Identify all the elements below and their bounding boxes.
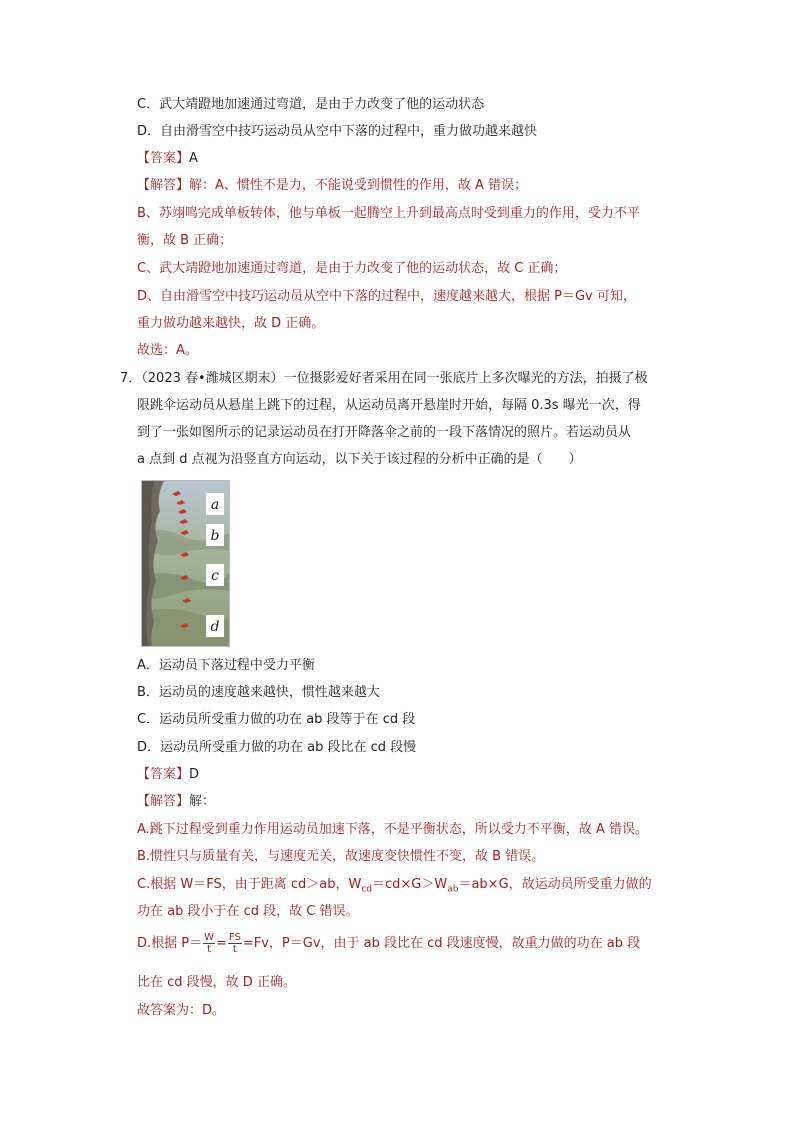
- answer-value: A: [189, 151, 198, 166]
- answer-tag: 【答案】: [137, 767, 190, 782]
- prev-answer-line: [137, 150, 677, 168]
- prev-analysis-b1: B、苏翊鸣完成单板转体，他与单板一起腾空上升到最高点时受到重力的作用，受力不平: [137, 206, 640, 221]
- q7-stem-line3: 到了一张如图所示的记录运动员在打开降落伞之前的一段下落情况的照片。若运动员从: [137, 425, 632, 440]
- q7-option-a: A．运动员下落过程中受力平衡: [137, 658, 315, 673]
- prev-analysis-c: C、武大靖蹬地加速通过弯道，是由于力改变了他的运动状态，故 C 正确；: [137, 261, 567, 276]
- q7-analysis-d2: 比在 cd 段慢，故 D 正确。: [137, 975, 296, 990]
- prev-analysis-line: [137, 177, 677, 195]
- q7-analysis-d1: D.根据 P＝ $\frac{W}{t}$ = $\frac{FS}{t}$ =Fv，P＝Gv，由于 ab 段比在 cd 段速度慢，故重力做的功在 ab 段: [137, 932, 641, 955]
- prev-analysis-d2: 重力做功越来越快，故 D 正确。: [137, 316, 325, 331]
- q7-analysis-b: B.惯性只与质量有关，与速度无关，故速度变快惯性不变，故 B 错误。: [137, 849, 545, 864]
- skydiver-photo-svg: [142, 481, 229, 646]
- prev-analysis-b2: 衡，故 B 正确；: [137, 233, 233, 248]
- fraction-fs-over-t: $\frac{FS}{t}$: [228, 932, 241, 955]
- q7-stem-line1: 7．（2023 春•潍城区期末）一位摄影爱好者采用在同一张底片上多次曝光的方法，拍摄了极: [120, 371, 648, 386]
- q7-answer-line: [137, 766, 677, 784]
- prev-option-c: C．武大靖蹬地加速通过弯道，是由于力改变了他的运动状态: [137, 97, 485, 112]
- label-d: d: [210, 619, 220, 635]
- q7-final-answer: 故答案为：D。: [137, 1003, 226, 1018]
- analysis-tag: 【解答】: [137, 794, 190, 809]
- answer-tag: 【答案】: [137, 151, 190, 166]
- q7-option-c: C．运动员所受重力做的功在 ab 段等于在 cd 段: [137, 712, 416, 727]
- q7-option-d: D．运动员所受重力做的功在 ab 段比在 cd 段慢: [137, 740, 417, 755]
- label-a: a: [210, 497, 220, 513]
- analysis-tag: 【解答】: [137, 178, 190, 193]
- q7-analysis-c1: C.根据 W＝FS，由于距离 cd＞ab，$W_{cd}=cd\times G>W_{ab}=ab\times G$，故运动员所受重力做的: [137, 877, 652, 895]
- fraction-w-over-t: $\frac{W}{t}$: [204, 932, 215, 955]
- point-labels: [206, 493, 224, 637]
- prev-option-d: D．自由滑雪空中技巧运动员从空中下落的过程中，重力做功越来越快: [137, 124, 538, 139]
- prev-choose: 故选：A。: [137, 343, 198, 358]
- q7-analysis-a: A.跳下过程受到重力作用运动员加速下落，不是平衡状态，所以受力不平衡，故 A 错误。: [137, 822, 648, 837]
- label-c: c: [211, 568, 219, 584]
- q7-option-b: B．运动员的速度越来越快，惯性越来越大: [137, 685, 380, 700]
- answer-value: D: [189, 767, 200, 782]
- q7-analysis-line: [137, 793, 677, 811]
- question-number: 7．: [120, 371, 142, 386]
- q7-stem-line2: 限跳伞运动员从悬崖上跳下的过程，从运动员离开悬崖时开始，每隔 0.3s 曝光一次，得: [137, 398, 641, 413]
- label-b: b: [210, 528, 220, 544]
- q7-analysis-c2: 功在 ab 段小于在 cd 段，故 C 错误。: [137, 904, 359, 919]
- analysis-intro: 解：: [189, 794, 216, 809]
- q7-stem-line4: a 点到 d 点视为沿竖直方向运动，以下关于该过程的分析中正确的是（ ）: [137, 452, 582, 467]
- analysis-intro: 解：A、惯性不是力，不能说受到惯性的作用，故 A 错误；: [189, 178, 528, 193]
- skydiver-photo: [141, 480, 230, 647]
- prev-analysis-d1: D、自由滑雪空中技巧运动员从空中下落的过程中，速度越来越大，根据 P＝Gv 可知，: [137, 289, 636, 304]
